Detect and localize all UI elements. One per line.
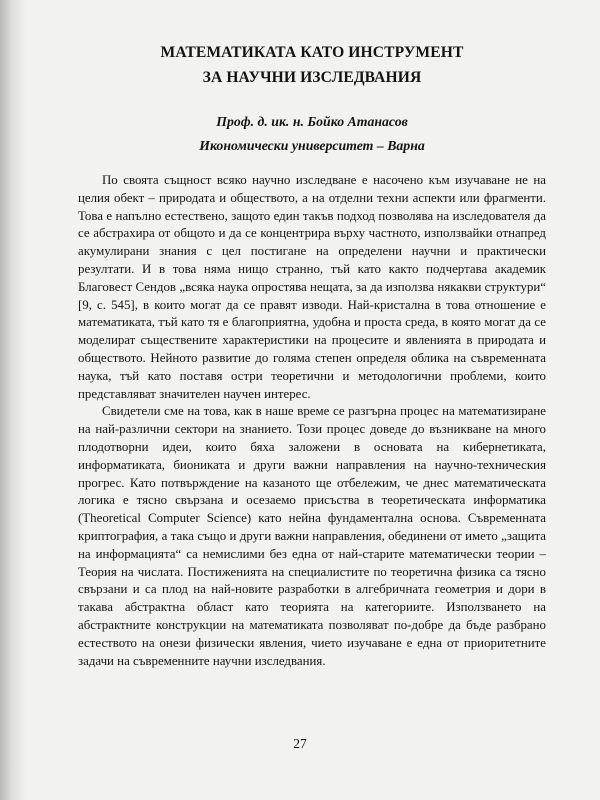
document-page [78,40,546,670]
author-affiliation: Икономически университет – Варна [199,138,425,153]
article-title-line-2: ЗА НАУЧНИ ИЗСЛЕДВАНИЯ [202,69,422,86]
page-number: 27 [293,736,307,751]
author-name: Проф. д. ик. н. Бойко Атанасов [216,114,408,129]
paragraph: Свидетели сме на това, как в наше време се разгърна процес на математизиране на най-различни сектори на знанието. Този процес доведе до възникване на много плодотворни идеи, които бяха заложени в основата на кибернетиката, информатиката, биониката и други важни направления на научно-техническия прогрес. Като потвърждение на казаното ще отбележим, че днес математическата логика е тясно свързана и осезаемо присъства в теоретическата информатика (Theoretical Computer Science) като нейна фундаментална основа. Съвременната криптография, а така също и други важни направления, обединени от името „защита на информацията“ са немислими без една от най-старите математически теории – Теория на числата. Постиженията на специалистите по теоретична физика са тясно свързани и са плод на най-новите разработки в алгебричната геометрия и дори в такава абстрактна област като теорията на категориите. Използването на абстрактните конструкции на математиката позволяват по-добре да бъде разбрано естеството на онези физически явления, чието изучаване е една от приоритетните задачи на съвременните научни изследвания. [78,404,546,668]
scan-edge-shadow [0,0,26,800]
paragraph: По своята същност всяко научно изследване е насочено към изучаване не на целия обект – природата и обществото, а на отделни техни аспекти или фрагменти. Това е напълно естествено, защото един такъв подход позволява на изследователя да се абстрахира от общото и да се концентрира върху частното, използвайки отнапред акумулирани знания с цел постигане на определени научни и практически резултати. И в това няма нищо странно, тъй като както подчертава академик Благовест Сендов „всяка наука опростява нещата, за да използва някакви структури“ [9, с. 545], в които могат да се правят изводи. Най-кристална в това отношение е математиката, тъй като тя е благоприятна, удобна и проста среда, в която могат да се моделират съществените характеристики на процесите и явленията в природата и обществото. Нейното развитие до голяма степен определя облика на съвременната наука, тъй като поставя остри теоретични и методологични проблеми, които представляват значителен научен интерес. [78,173,546,401]
article-body [78,172,546,670]
author-block [78,110,546,158]
article-title-line-1: МАТЕМАТИКАТА КАТО ИНСТРУМЕНТ [160,44,464,61]
article-title [78,40,546,90]
